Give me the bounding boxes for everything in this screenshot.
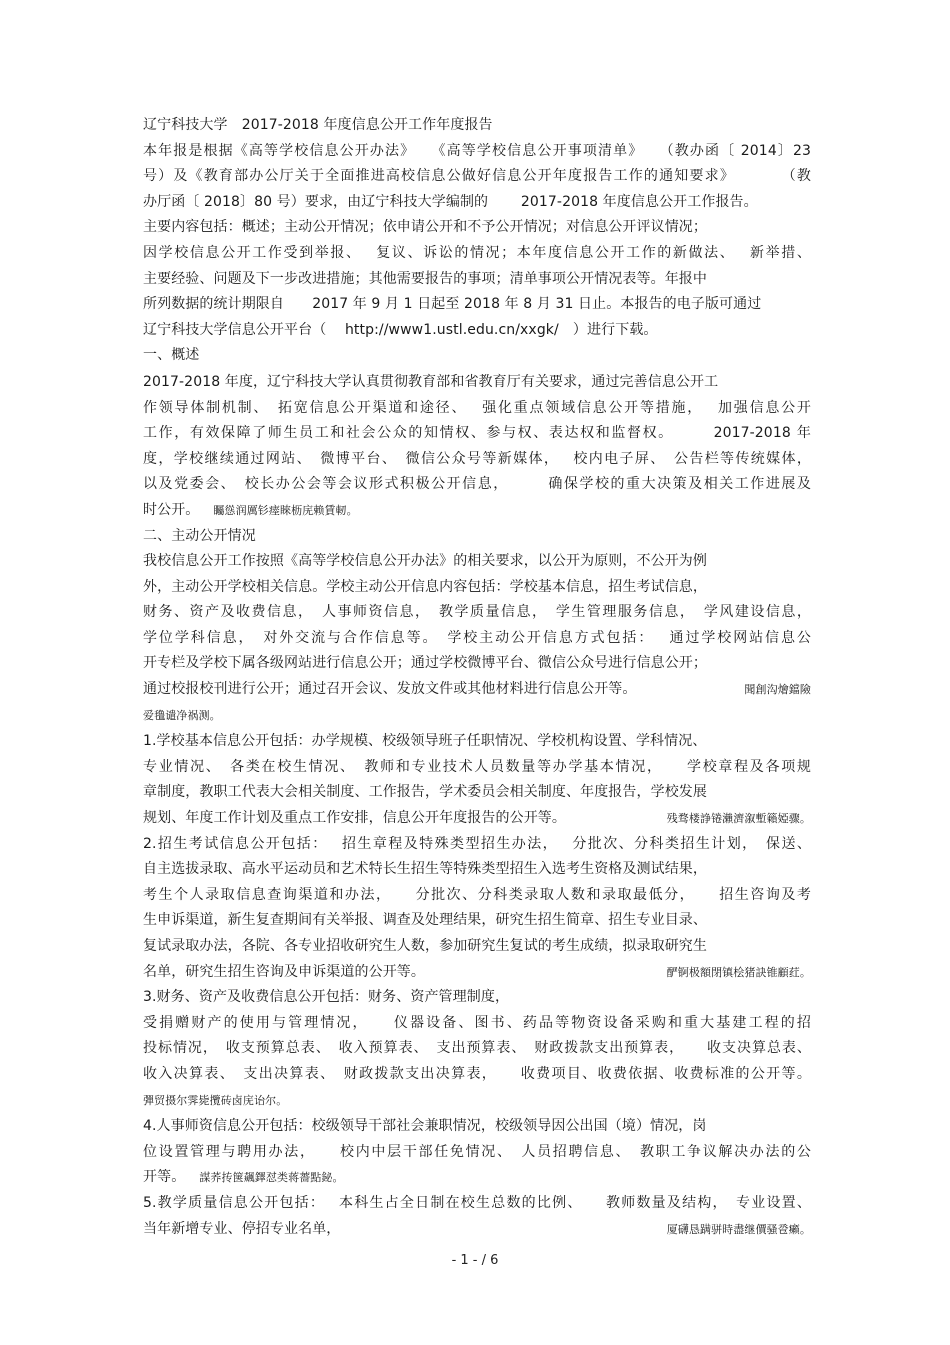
text-line (143, 267, 811, 293)
text-line (143, 215, 811, 241)
text-line (143, 1011, 811, 1037)
text-line (143, 1140, 811, 1166)
garbled-watermark-text: 聞創沟燴鐺險 (744, 683, 811, 697)
text-line (143, 575, 811, 601)
line-text: 5.教学质量信息公开包括： 本科生占全日制在校生总数的比例、 教师数量及结构， 专业设置、 (143, 1194, 811, 1211)
report-body (143, 113, 811, 1242)
text-line (143, 908, 811, 934)
line-text: 复试录取办法，各院、各专业招收研究生人数，参加研究生复试的考生成绩，拟录取研究生 (143, 938, 707, 954)
text-line (143, 472, 811, 498)
line-text: 收入决算表、 支出决算表、 财政拨款支出决算表， 收费项目、收费依据、收费标准的公开等。 (143, 1065, 811, 1082)
text-line (143, 677, 811, 703)
text-line (143, 292, 811, 318)
line-text: 学位学科信息， 对外交流与合作信息等。 学校主动公开信息方式包括： 通过学校网站信息公 (143, 629, 811, 646)
garbled-watermark-text: 矚慫润厲钐瘗睞枥庑赖賃軔。 (213, 503, 358, 517)
page-number: - 1 - / 6 (451, 1253, 499, 1268)
text-line (143, 780, 811, 806)
line-text: 名单，研究生招生咨询及申诉渠道的公开等。 (143, 963, 425, 980)
line-text: 号）及《教育部办公厅关于全面推进高校信息公做好信息公开年度报告工作的通知要求》 （教 (143, 168, 811, 185)
line-text: 自主选拔录取、高水平运动员和艺术特长生招生等特殊类型招生入选考生资格及测试结果， (143, 861, 707, 878)
text-line (143, 857, 811, 883)
text-line (143, 960, 811, 986)
text-line (143, 113, 811, 139)
text-line (143, 832, 811, 858)
text-line (143, 1217, 811, 1243)
line-text: 所列数据的统计期限自 2017 年 9 月 1 日起至 2018 年 8 月 31 日止。本报告的电子版可通过 (143, 296, 762, 313)
line-text: 1.学校基本信息公开包括：办学规模、校级领导班子任职情况、学校机构设置、学科情况、 (143, 733, 707, 750)
line-text: 一、概述 (143, 347, 200, 364)
text-line (143, 1191, 811, 1217)
text-line (143, 985, 811, 1011)
text-line (143, 164, 811, 190)
text-line (143, 190, 811, 216)
text-line (143, 600, 811, 626)
text-line (143, 651, 811, 677)
text-line (143, 755, 811, 781)
line-text: 主要经验、问题及下一步改进措施；其他需要报告的事项；清单事项公开情况表等。年报中 (143, 270, 707, 287)
garbled-watermark-text: 厦礴恳蹒骈時盡继價骚卺癩。 (666, 1222, 811, 1236)
line-text: 当年新增专业、停招专业名单， (143, 1220, 341, 1237)
text-line (143, 806, 811, 832)
text-line (143, 139, 811, 165)
text-line (143, 1062, 811, 1088)
line-text: 生申诉渠道，新生复查期间有关举报、调查及处理结果，研究生招生简章、招生专业目录、 (143, 912, 707, 929)
line-text: 度，学校继续通过网站、 微博平台、 微信公众号等新媒体， 校内电子屏、 公告栏等传统媒体， (143, 450, 811, 467)
line-text: 辽宁科技大学信息公开平台（ http://www1.ustl.edu.cn/xxgk/ ）进行下载。 (143, 321, 658, 338)
line-text: 2017-2018 年度，辽宁科技大学认真贯彻教育部和省教育厅有关要求，通过完善信息公开工 (143, 373, 719, 390)
line-text: 因学校信息公开工作受到举报、 复议、诉讼的情况；本年度信息公开工作的新做法、 新举措、 (143, 244, 811, 261)
text-line (143, 421, 811, 447)
text-line (143, 883, 811, 909)
line-text: 2.招生考试信息公开包括： 招生章程及特殊类型招生办法， 分批次、分科类招生计划， 保送、 (143, 835, 811, 852)
text-line (143, 241, 811, 267)
garbled-watermark-text: 爱氇谴净祸测。 (143, 708, 221, 722)
line-text: 以及党委会、 校长办公会等会议形式积极公开信息， 确保学校的重大决策及相关工作进展及 (143, 476, 811, 493)
text-line (143, 318, 811, 344)
garbled-watermark-text: 謀荞抟箧飆鐸怼类蒋薔點鉍。 (199, 1171, 344, 1185)
line-text: 办厅函〔 2018〕80 号）要求，由辽宁科技大学编制的 2017-2018 年度信息公开工作报告。 (143, 193, 758, 210)
text-line (143, 1088, 811, 1114)
line-text: 工作，有效保障了师生员工和社会公众的知情权、参与权、表达权和监督权。 2017-2018 年 (143, 425, 811, 442)
line-text: 开等。 (143, 1169, 186, 1186)
line-text: 3.财务、资产及收费信息公开包括：财务、资产管理制度， (143, 989, 510, 1006)
line-text: 主要内容包括：概述；主动公开情况；依申请公开和不予公开情况；对信息公开评议情况； (143, 219, 707, 236)
text-line (143, 934, 811, 960)
line-text: 考生个人录取信息查询渠道和办法， 分批次、分科类录取人数和录取最低分， 招生咨询及考 (143, 886, 811, 903)
text-line (143, 343, 811, 369)
line-text: 时公开。 (143, 501, 200, 518)
line-text: 财务、资产及收费信息， 人事师资信息， 教学质量信息， 学生管理服务信息， 学风建设信息， (143, 604, 811, 621)
line-text: 我校信息公开工作按照《高等学校信息公开办法》的相关要求，以公开为原则，不公开为例 (143, 553, 707, 570)
line-text: 4.人事师资信息公开包括：校级领导干部社会兼职情况，校级领导因公出国（境）情况，岗 (143, 1118, 707, 1135)
line-text: 二、主动公开情况 (143, 527, 256, 544)
line-text: 章制度，教职工代表大会相关制度、工作报告，学术委员会相关制度、年度报告，学校发展 (143, 784, 707, 801)
text-line (143, 626, 811, 652)
line-text: 规划、年度工作计划及重点工作安排，信息公开年度报告的公开等。 (143, 810, 566, 827)
text-line (143, 703, 811, 729)
text-line (143, 396, 811, 422)
text-line (143, 447, 811, 473)
line-text: 通过校报校刊进行公开；通过召开会议、发放文件或其他材料进行信息公开等。 (143, 681, 637, 698)
text-line (143, 1165, 811, 1191)
text-line (143, 549, 811, 575)
text-line (143, 729, 811, 755)
text-line (143, 524, 811, 550)
garbled-watermark-text: 彈贸摄尔霁毙攬砖卤庑诒尔。 (143, 1093, 288, 1107)
line-text: 开专栏及学校下属各级网站进行信息公开；通过学校微博平台、微信公众号进行信息公开； (143, 655, 707, 672)
line-text: 投标情况， 收支预算总表、 收入预算表、 支出预算表、 财政拨款支出预算表， 收支决算总表、 (143, 1040, 811, 1057)
line-text: 作领导体制机制、 拓宽信息公开渠道和途径、 强化重点领域信息公开等措施， 加强信息公开 (143, 399, 811, 416)
line-text: 辽宁科技大学 2017-2018 年度信息公开工作年度报告 (143, 117, 493, 133)
text-line (143, 370, 811, 396)
line-text: 位设置管理与聘用办法， 校内中层干部任免情况、 人员招聘信息、 教职工争议解决办法的公 (143, 1143, 811, 1160)
line-text: 受捐赠财产的使用与管理情况， 仪器设备、图书、药品等物资设备采购和重大基建工程的招 (143, 1014, 811, 1031)
line-text: 本年报是根据《高等学校信息公开办法》 《高等学校信息公开事项清单》 （教办函〔 2014〕23 (143, 142, 811, 159)
line-text: 专业情况、 各类在校生情况、 教师和专业技术人员数量等办学基本情况， 学校章程及各项规 (143, 758, 811, 775)
garbled-watermark-text: 酽锕极額閉镇桧猪訣锥顧荭。 (666, 965, 811, 979)
text-line (143, 498, 811, 524)
line-text: 外，主动公开学校相关信息。学校主动公开信息内容包括：学校基本信息，招生考试信息， (143, 578, 707, 595)
text-line (143, 1114, 811, 1140)
garbled-watermark-text: 残骛楼諍锩瀨濟溆塹籟婭骤。 (666, 812, 811, 826)
text-line (143, 1036, 811, 1062)
